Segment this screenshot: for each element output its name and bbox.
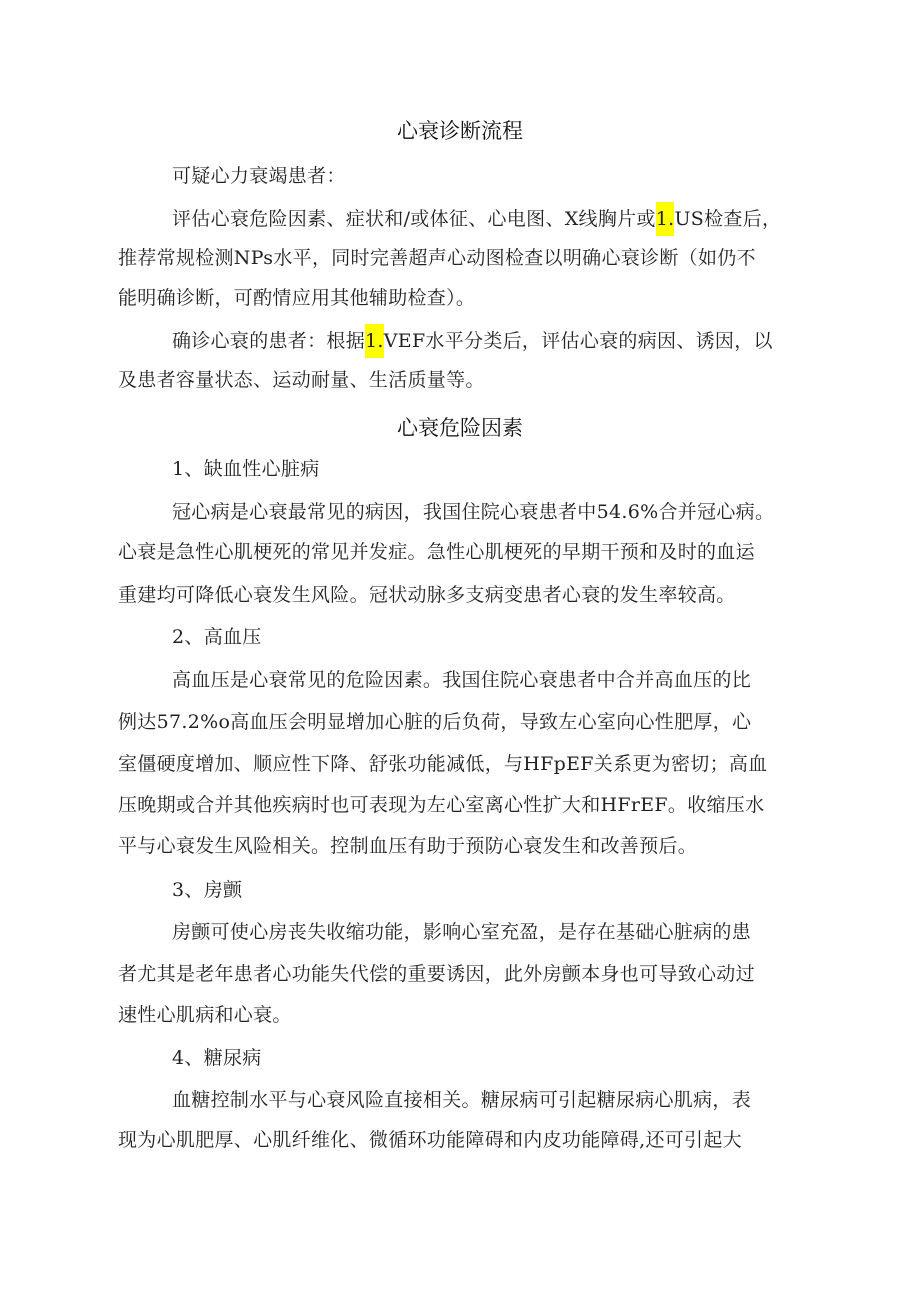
paragraph-line: 室僵硬度增加、顺应性下降、舒张功能减低，与HFpEF关系更为密切；高血 xyxy=(118,753,768,775)
paragraph-line: 高血压是心衰常见的危险因素。我国住院心衰患者中合并高血压的比 xyxy=(172,669,752,691)
section-heading: 2、高血压 xyxy=(172,626,262,648)
paragraph-suspected-patients: 可疑心力衰竭患者： xyxy=(172,165,346,187)
text: VEF水平分类后，评估心衰的病因、诱因，以 xyxy=(383,330,773,352)
paragraph-line: 推荐常规检测NPs水平，同时完善超声心动图检查以明确心衰诊断（如仍不 xyxy=(118,247,756,269)
paragraph-line: 重建均可降低心衰发生风险。冠状动脉多支病变患者心衰的发生率较高。 xyxy=(118,584,736,606)
paragraph-line: 现为心肌肥厚、心肌纤维化、微循环功能障碍和内皮功能障碍,还可引起大 xyxy=(118,1129,742,1151)
paragraph-line: 例达57.2%o高血压会明显增加心脏的后负荷，导致左心室向心性肥厚，心 xyxy=(118,711,752,733)
highlighted-text: 1. xyxy=(365,324,384,358)
text: 确诊心衰的患者：根据 xyxy=(172,330,366,352)
paragraph-line: 心衰是急性心肌梗死的常见并发症。急性心肌梗死的早期干预和及时的血运 xyxy=(118,541,755,563)
paragraph-line: 血糖控制水平与心衰风险直接相关。糖尿病可引起糖尿病心肌病，表 xyxy=(172,1089,752,1111)
paragraph-line: 平与心衰发生风险相关。控制血压有助于预防心衰发生和改善预后。 xyxy=(118,835,698,857)
heading-diagnosis-process: 心衰诊断流程 xyxy=(397,119,523,143)
section-heading: 1、缺血性心脏病 xyxy=(172,458,320,480)
section-heading: 3、房颤 xyxy=(172,879,243,901)
paragraph-line: 者尤其是老年患者心功能失代偿的重要诱因，此外房颤本身也可导致心动过 xyxy=(118,963,755,985)
highlighted-text: 1. xyxy=(656,202,675,236)
heading-risk-factors: 心衰危险因素 xyxy=(397,416,523,440)
paragraph-line: 压晚期或合并其他疾病时也可表现为左心室离心性扩大和HFrEF。收缩压水 xyxy=(118,794,765,816)
paragraph-line xyxy=(172,329,773,353)
paragraph-line: 及患者容量状态、运动耐量、生活质量等。 xyxy=(118,369,485,391)
paragraph-line: 冠心病是心衰最常见的病因，我国住院心衰患者中54.6%合并冠心病。 xyxy=(172,501,775,523)
text: 评估心衰危险因素、症状和/或体征、心电图、X线胸片或 xyxy=(172,208,656,230)
text: US检查后， xyxy=(674,208,782,230)
paragraph-line: 房颤可使心房丧失收缩功能，影响心室充盈，是存在基础心脏病的患 xyxy=(172,921,752,943)
section-heading: 4、糖尿病 xyxy=(172,1047,262,1069)
paragraph-line: 速性心肌病和心衰。 xyxy=(118,1004,292,1026)
paragraph-line xyxy=(172,207,781,231)
paragraph-line: 能明确诊断，可酌情应用其他辅助检查）。 xyxy=(118,287,476,309)
